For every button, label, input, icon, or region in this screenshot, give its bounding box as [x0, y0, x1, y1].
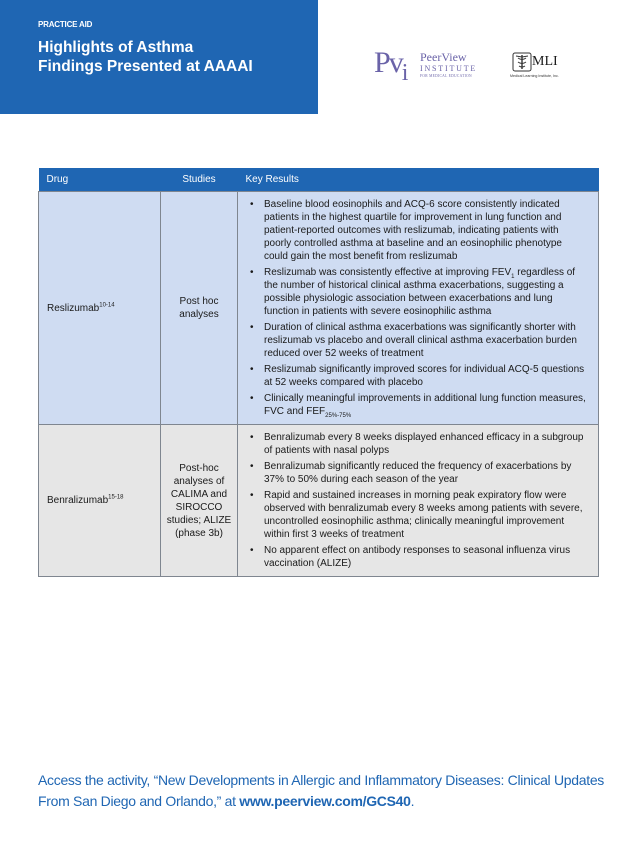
result-item: • Benralizumab significantly reduced the frequency of exacerbations by 37% to 50% during each season of the year	[248, 460, 586, 486]
caduceus-icon	[512, 52, 532, 72]
reference-superscript: 15-18	[108, 494, 124, 501]
pvi-institute: INSTITUTE	[420, 64, 478, 73]
result-item: • Baseline blood eosinophils and ACQ-6 score consistently indicated patients in the highest quartile for improvement in lung function and patient-reported outcomes with reslizumab, indicating patients with poorly controlled asthma at baseline and an eosinophilic phenotype could gain the most benefit from reslizumab	[248, 198, 586, 263]
practice-aid-label: PRACTICE AID	[38, 20, 93, 29]
drug-cell: Benralizumab$^{15-18}$	[39, 425, 161, 577]
studies-cell: Post hoc analyses	[161, 192, 238, 425]
key-results-cell	[238, 425, 599, 577]
column-header-drug: Drug	[39, 168, 161, 192]
header-banner	[0, 0, 318, 114]
asthma-findings-table	[38, 168, 599, 577]
studies-cell: Post-hoc analyses of CALIMA and SIROCCO studies; ALIZE (phase 3b)	[161, 425, 238, 577]
result-item: • Rapid and sustained increases in morning peak expiratory flow were observed with benralizumab every 8 weeks among patients with severe, uncontrolled eosinophilic asthma; clinically meaningful improvement within first 3 weeks of treatment	[248, 489, 586, 541]
column-header-studies: Studies	[161, 168, 238, 192]
table-row-reslizumab	[39, 192, 599, 425]
page-title	[38, 38, 253, 76]
result-item: • Reslizumab significantly improved scores for individual ACQ-5 questions at 52 weeks compared with placebo	[248, 363, 586, 389]
activity-access-footer: Access the activity, “New Developments in Allergic and Inflammatory Diseases: Clinical Updates From San Diego and Orlando,” at www.peerview.com/GCS40.	[38, 772, 605, 809]
activity-link[interactable]: www.peerview.com/GCS40	[239, 793, 411, 809]
pvi-monogram: $Pv_i$	[374, 46, 407, 86]
column-header-key-results: Key Results	[238, 168, 599, 192]
result-item: • Clinically meaningful improvements in additional lung function measures, FVC and $FEF_{25\%-75\%}$	[248, 392, 586, 418]
table-row-benralizumab	[39, 425, 599, 577]
pvi-name: PeerView	[420, 50, 467, 64]
footer-text: Access the activity, “New Developments in Allergic and Inflammatory Diseases: Clinical Updates From San Diego and Orlando,” at	[38, 772, 605, 809]
result-item: • Duration of clinical asthma exacerbations was significantly shorter with reslizumab vs placebo and overall clinical asthma exacerbation burden reduced over 52 weeks of treatment	[248, 321, 586, 360]
result-item: • Reslizumab was consistently effective at improving $FEV_1$ regardless of the number of historical clinical asthma exacerbations, suggesting a possible physiologic association between exacerbations and lung function in patients with severe eosinophilic asthma	[248, 266, 586, 318]
mli-tagline: Medical Learning Institute, Inc.	[510, 74, 559, 78]
drug-cell: Reslizumab$^{10-14}$	[39, 192, 161, 425]
result-item: • Benralizumab every 8 weeks displayed enhanced efficacy in a subgroup of patients with nasal polyps	[248, 431, 586, 457]
table-header-row	[39, 168, 599, 192]
peerview-institute-logo	[374, 48, 514, 84]
title-line-1: Highlights of Asthma	[38, 39, 194, 56]
key-results-cell	[238, 192, 599, 425]
mli-wordmark: MLI	[532, 54, 558, 69]
pvi-tagline: FOR MEDICAL EDUCATION	[420, 74, 472, 78]
mli-logo	[510, 52, 570, 82]
reference-superscript: 10-14	[99, 302, 115, 309]
title-line-2: Findings Presented at AAAAI	[38, 58, 253, 75]
result-item: • No apparent effect on antibody responses to seasonal influenza virus vaccination (ALIZE)	[248, 544, 586, 570]
